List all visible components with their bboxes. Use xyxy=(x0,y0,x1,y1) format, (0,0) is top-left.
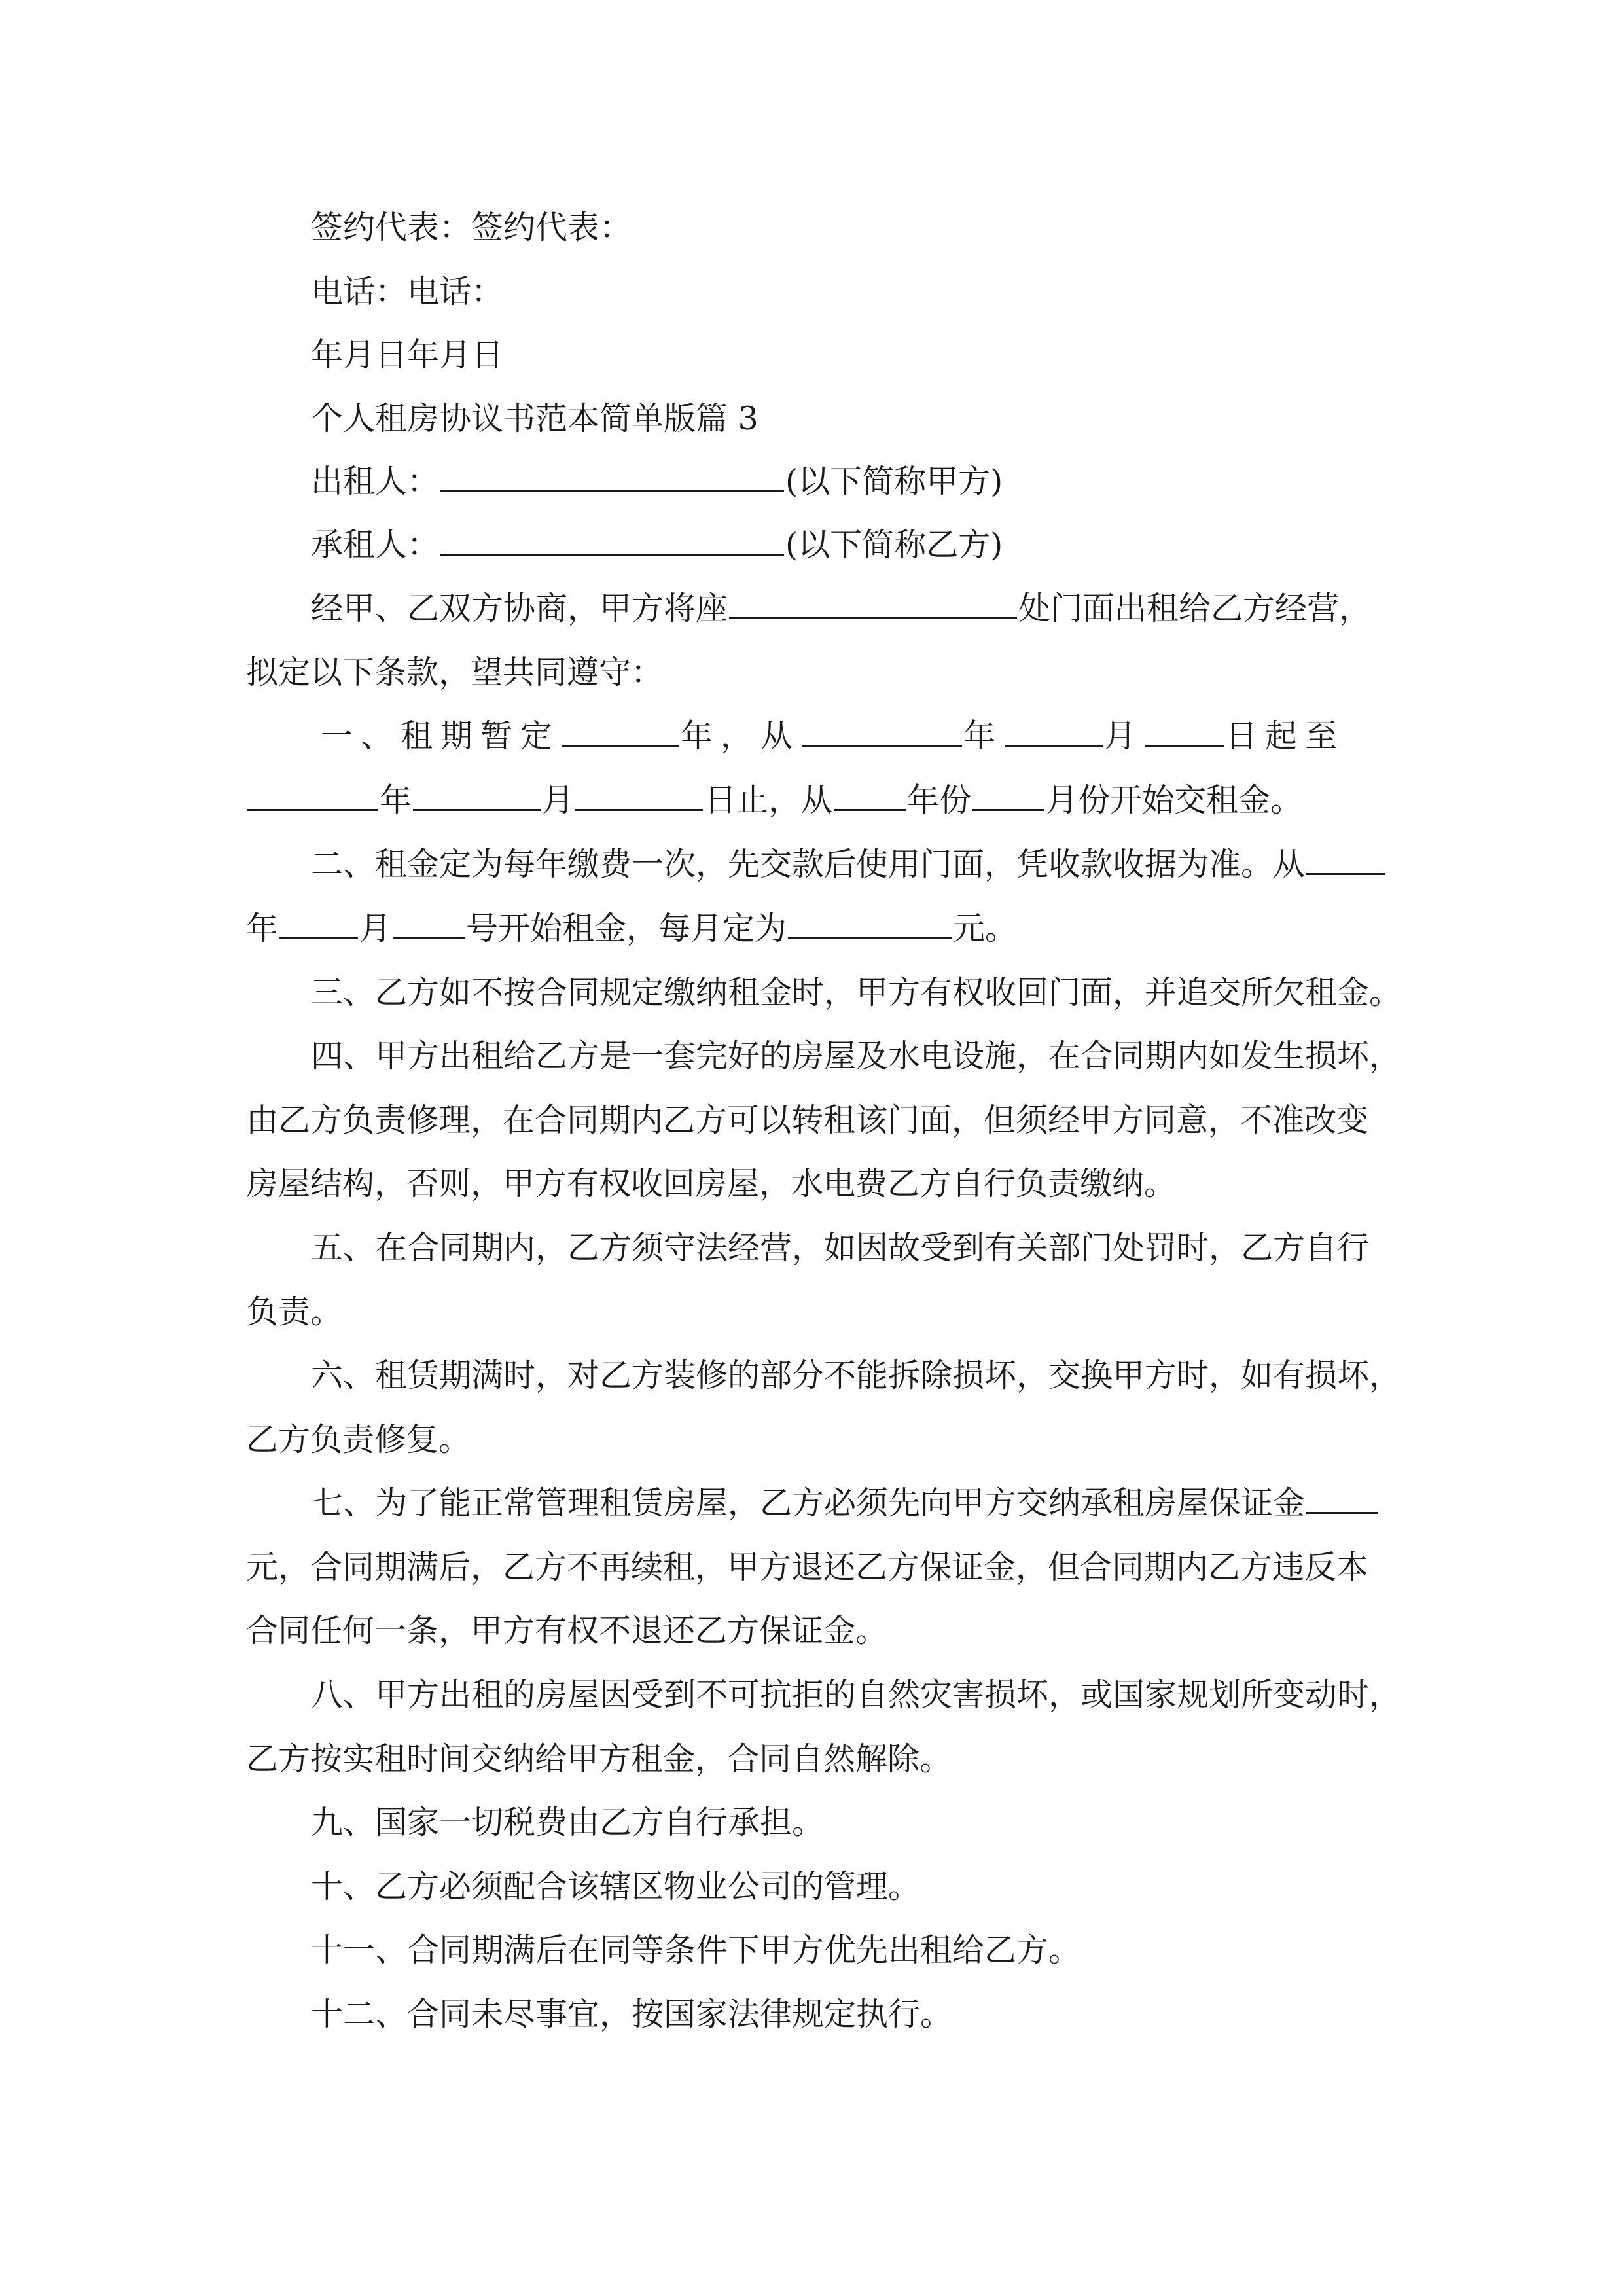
blank-field xyxy=(1145,719,1224,747)
lessor-line: 出租人： (以下简称甲方) xyxy=(311,463,1003,500)
blank-field xyxy=(802,719,962,747)
clause-8-line: 八、甲方出租的房屋因受到不可抗拒的自然灾害损坏，或国家规划所变动时， xyxy=(311,1676,1402,1713)
clause-4-line: 四、甲方出租给乙方是一套完好的房屋及水电设施，在合同期内如发生损坏， xyxy=(311,1037,1402,1075)
clause-1-line: 一、租期暂定 年，从 年 月 日起至 xyxy=(321,717,1346,755)
blank-field xyxy=(972,783,1044,811)
blank-field xyxy=(729,591,1017,619)
section-title: 个人租房协议书范本简单版篇 3 xyxy=(311,400,758,437)
blank-field xyxy=(247,783,378,811)
clause-3-line: 三、乙方如不按合同规定缴纳租金时，甲方有权收回门面，并追交所欠租金。 xyxy=(311,974,1402,1011)
blank-field xyxy=(788,911,952,939)
clause-7-line: 合同任何一条，甲方有权不退还乙方保证金。 xyxy=(246,1612,888,1649)
blank-field xyxy=(834,783,906,811)
clause-4-line: 房屋结构，否则，甲方有权收回房屋，水电费乙方自行负责缴纳。 xyxy=(246,1165,1177,1202)
blank-field xyxy=(279,911,358,939)
clause-7-line: 七、为了能正常管理租赁房屋，乙方必须先向甲方交纳承租房屋保证金 xyxy=(311,1484,1380,1523)
blank-field xyxy=(575,783,703,811)
clause-1-line: 年 月 日止，从 年份 月份开始交租金。 xyxy=(246,781,1302,820)
blank-field xyxy=(413,783,541,811)
clause-6-line: 六、租赁期满时，对乙方装修的部分不能拆除损坏，交换甲方时，如有损坏， xyxy=(311,1357,1402,1394)
blank-field xyxy=(1306,1486,1378,1514)
blank-field xyxy=(1005,719,1103,747)
signature-line: 签约代表：签约代表： xyxy=(311,209,632,246)
paragraph-line: 经甲、乙双方协商，甲方将座 处门面出租给乙方经营， xyxy=(311,590,1372,627)
blank-field xyxy=(440,464,784,492)
blank-field xyxy=(562,719,679,747)
blank-field xyxy=(1306,847,1385,875)
clause-6-line: 乙方负责修复。 xyxy=(246,1421,471,1458)
clause-5-line: 五、在合同期内，乙方须守法经营，如因故受到有关部门处罚时，乙方自行 xyxy=(311,1229,1370,1266)
clause-12-line: 十二、合同未尽事宜，按国家法律规定执行。 xyxy=(311,1996,953,2033)
paragraph-line: 拟定以下条款，望共同遵守： xyxy=(246,654,664,691)
clause-9-line: 九、国家一切税费由乙方自行承担。 xyxy=(311,1804,825,1841)
phone-line: 电话：电话： xyxy=(311,273,504,310)
clause-2-line: 二、租金定为每年缴费一次，先交款后使用门面，凭收款收据为准。从 xyxy=(311,845,1386,884)
clause-11-line: 十一、合同期满后在同等条件下甲方优先出租给乙方。 xyxy=(311,1931,1081,1969)
clause-2-line: 年 月 号开始租金，每月定为 元。 xyxy=(246,910,1018,947)
clause-4-line: 由乙方负责修理，在合同期内乙方可以转租该门面，但须经甲方同意，不准改变 xyxy=(246,1102,1369,1139)
clause-5-line: 负责。 xyxy=(246,1293,343,1331)
lessee-line: 承租人： (以下简称乙方) xyxy=(311,526,1003,564)
clause-8-line: 乙方按实租时间交纳给甲方租金，合同自然解除。 xyxy=(246,1740,952,1778)
date-line: 年月日年月日 xyxy=(311,336,504,374)
blank-field xyxy=(440,528,784,556)
clause-10-line: 十、乙方必须配合该辖区物业公司的管理。 xyxy=(311,1868,921,1905)
blank-field xyxy=(393,911,465,939)
clause-7-line: 元，合同期满后，乙方不再续租，甲方退还乙方保证金，但合同期内乙方违反本 xyxy=(246,1549,1369,1586)
